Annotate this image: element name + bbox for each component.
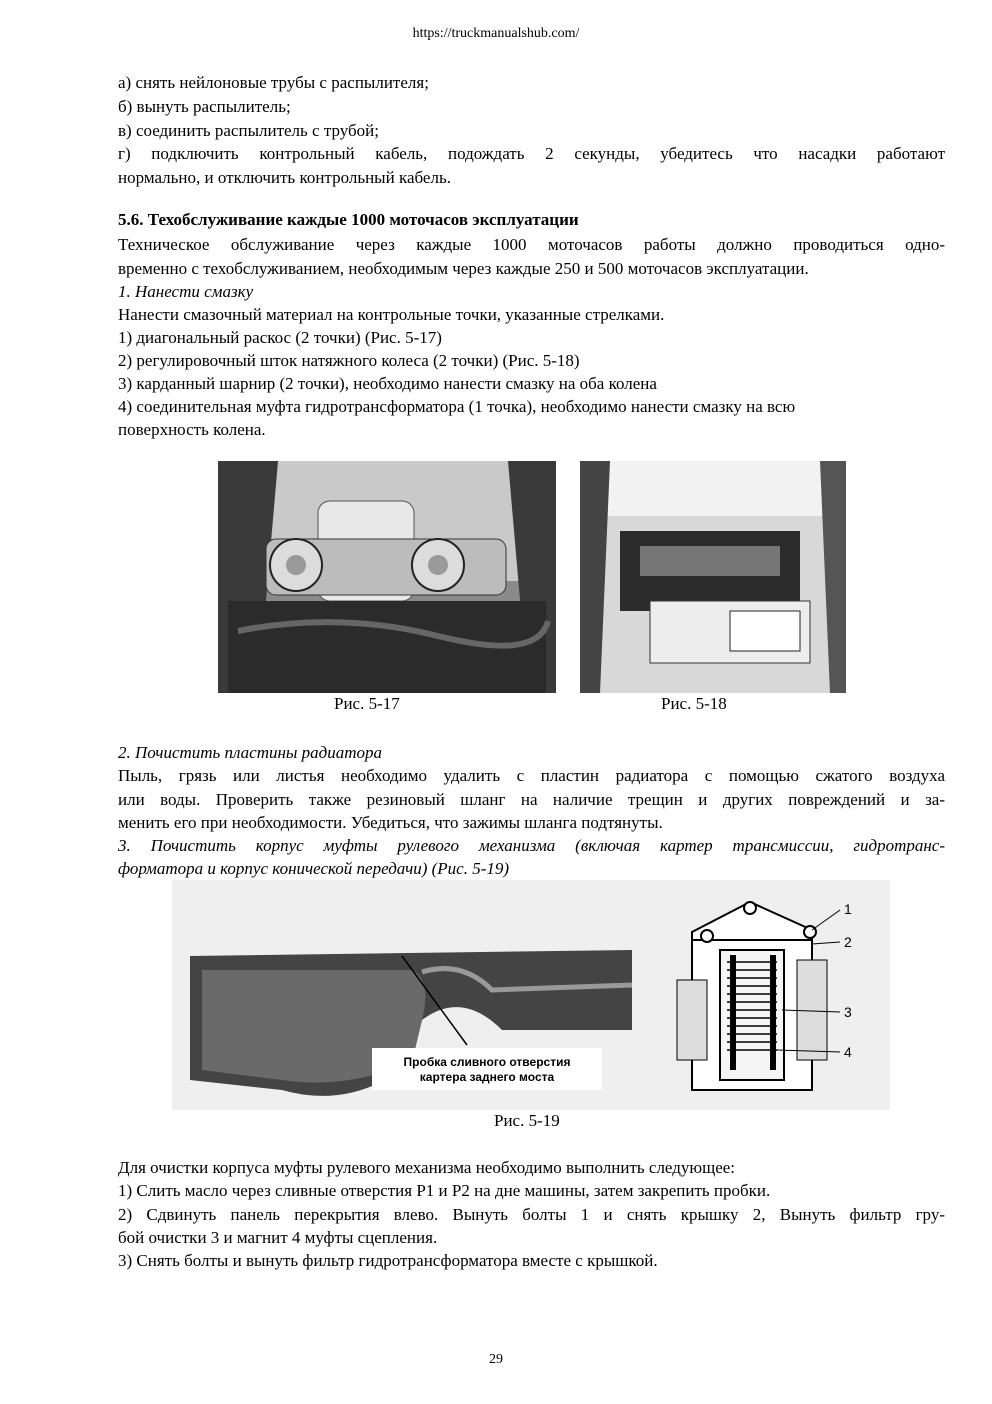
figure-5-17-caption: Рис. 5-17 (334, 694, 400, 713)
figure-5-18-photo (580, 461, 846, 693)
step-g-line1: г) подключить контрольный кабель, подождать 2 секунды, убедитесь что насадки работают (118, 144, 945, 163)
section-title: 5.6. Техобслуживание каждые 1000 моточасов эксплуатации (118, 210, 579, 229)
step-v: в) соединить распылитель с трубой; (118, 121, 379, 140)
final-item-1: 1) Слить масло через сливные отверстия P1 и P2 на дне машины, затем закрепить пробки. (118, 1181, 771, 1200)
callout-2: 2 (844, 934, 852, 950)
figure-5-17 (218, 461, 556, 693)
final-item-3: 3) Снять болты и вынуть фильтр гидротрансформатора вместе с крышкой. (118, 1251, 658, 1270)
callout-3: 3 (844, 1004, 852, 1020)
callout-1: 1 (844, 901, 852, 917)
figure-5-18-caption: Рис. 5-18 (661, 694, 727, 713)
sub1-item-4-cont: поверхность колена. (118, 420, 266, 439)
figure-5-17-photo (218, 461, 556, 693)
sub1-item-3: 3) карданный шарнир (2 точки), необходимо нанести смазку на оба колена (118, 374, 657, 393)
final-item-2: 2) Сдвинуть панель перекрытия влево. Вынуть болты 1 и снять крышку 2, Вынуть фильтр гру- (118, 1205, 945, 1224)
fig19-label-line2: картера заднего моста (419, 1070, 555, 1084)
subheading-3-line2: форматора и корпус конической передачи) (Рис. 5-19) (118, 859, 510, 878)
figure-5-19-caption: Рис. 5-19 (494, 1111, 560, 1130)
figure-5-19-drawing (172, 880, 890, 1110)
figure-5-18 (580, 461, 846, 693)
subheading-2: 2. Почистить пластины радиатора (118, 743, 383, 762)
sub2-line3: менить его при необходимости. Убедиться, что зажимы шланга подтянуты. (118, 813, 663, 832)
sub1-item-4: 4) соединительная муфта гидротрансформатора (1 точка), необходимо нанести смазку на всю (118, 397, 796, 416)
sub2-line1: Пыль, грязь или листья необходимо удалить с пластин радиатора с помощью сжатого воздуха (118, 766, 945, 785)
figure-5-19 (172, 880, 890, 1110)
section-para-line2: временно с техобслуживанием, необходимым через каждые 250 и 500 моточасов эксплуатации. (118, 259, 809, 278)
sub1-intro: Нанести смазочный материал на контрольные точки, указанные стрелками. (118, 305, 665, 324)
fig19-label-line1: Пробка сливного отверстия (403, 1055, 571, 1069)
step-g-line2: нормально, и отключить контрольный кабель. (118, 168, 451, 187)
step-b: б) вынуть распылитель; (118, 97, 291, 116)
page-number: 29 (489, 1352, 503, 1367)
sub2-line2: или воды. Проверить также резиновый шланг на наличие трещин и других повреждений и за- (118, 790, 945, 809)
final-intro: Для очистки корпуса муфты рулевого механизма необходимо выполнить следующее: (118, 1158, 736, 1177)
section-para-line1: Техническое обслуживание через каждые 1000 моточасов работы должно проводиться одно- (118, 235, 945, 254)
subheading-1: 1. Нанести смазку (118, 282, 254, 301)
sub1-item-1: 1) диагональный раскос (2 точки) (Рис. 5-17) (118, 328, 442, 347)
step-a: а) снять нейлоновые трубы с распылителя; (118, 73, 429, 92)
header-url: https://truckmanualshub.com/ (412, 26, 580, 41)
subheading-3-line1: 3. Почистить корпус муфты рулевого механизма (включая картер трансмиссии, гидротранс- (118, 836, 945, 855)
callout-4: 4 (844, 1044, 852, 1060)
final-item-2-cont: бой очистки 3 и магнит 4 муфты сцепления. (118, 1228, 438, 1247)
sub1-item-2: 2) регулировочный шток натяжного колеса (2 точки) (Рис. 5-18) (118, 351, 580, 370)
